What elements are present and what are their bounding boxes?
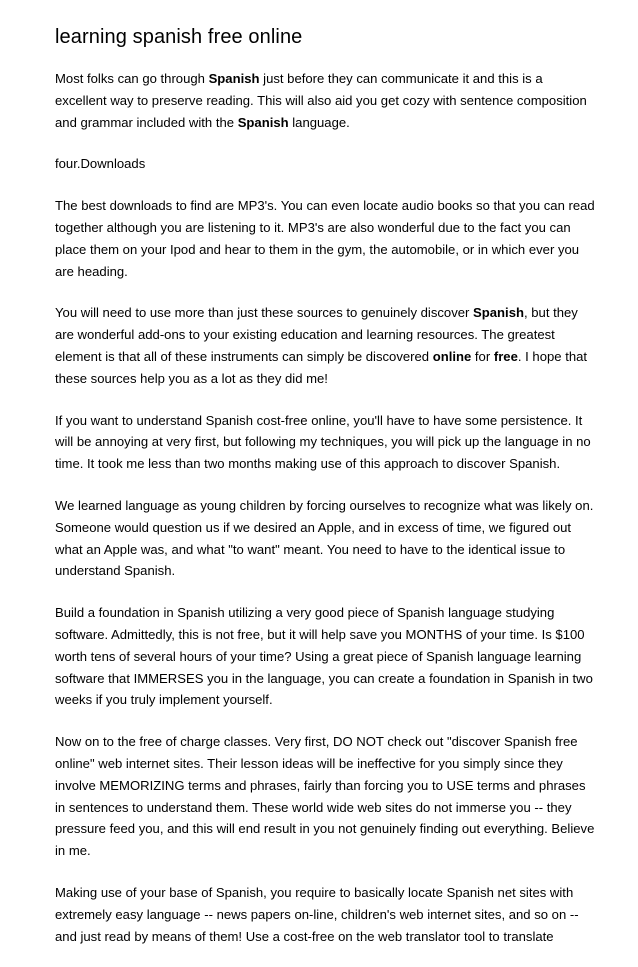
paragraph bbox=[55, 302, 595, 389]
paragraph-text: four.Downloads bbox=[55, 156, 146, 172]
paragraph bbox=[55, 410, 595, 475]
paragraph-text: Most folks can go through bbox=[55, 71, 209, 86]
paragraph-text: If you want to understand Spanish cost-free online, you'll have to have some persistence. It will be annoying at very first, but following my techniques, you will pick up the language in no time. It took me less than two months making use of this approach to discover Spanish. bbox=[55, 412, 591, 472]
section-heading bbox=[55, 153, 595, 175]
bold-keyword: free bbox=[493, 348, 518, 364]
paragraph bbox=[55, 195, 595, 282]
paragraph bbox=[55, 602, 595, 711]
document-page bbox=[55, 24, 595, 967]
paragraph-text: for bbox=[471, 348, 494, 364]
paragraph bbox=[55, 882, 595, 947]
paragraph-text: , but they are wonderful add-ons to your existing education and learning resources. The greatest element is that all of these instruments can simply be discovered bbox=[55, 305, 578, 364]
paragraph-text: You will need to use more than just these sources to genuinely discover bbox=[55, 305, 474, 321]
paragraph bbox=[55, 495, 595, 582]
paragraph-text: just before they can communicate it and this is a excellent way to preserve reading. This will also aid you get cozy with sentence composition and grammar included with the bbox=[55, 71, 587, 130]
paragraph-text: Making use of your base of Spanish, you require to basically locate Spanish net sites with extremely easy language -- news papers on-line, children's web internet sites, and so on -- and just read by means of them! Use a cost-free on the web translator tool to translate bbox=[55, 884, 579, 944]
paragraph-text: . I hope that these sources help you as a lot as they did me! bbox=[55, 348, 588, 386]
paragraph-text: Now on to the free of charge classes. Very first, DO NOT check out "discover Spanish free online" web internet sites. Their lesson ideas will be ineffective for you simply since they involve MEMORIZING terms and phrases, fairly than forcing you to USE terms and phrases in sentences to understand them. These world wide web sites do not immerse you -- they pressure feed you, and this will end result in you not genuinely finding out everything. Believe in me. bbox=[55, 734, 595, 859]
paragraph-text: language. bbox=[288, 114, 350, 130]
paragraph bbox=[55, 68, 595, 133]
paragraph-text: Build a foundation in Spanish utilizing a very good piece of Spanish language studying software. Admittedly, this is not free, but it will help save you MONTHS of your time. Is $100 worth tens of several hours of your time? Using a great piece of Spanish language learning software that IMMERSES you in the language, you can create a foundation in Spanish in two weeks if you truly implement yourself. bbox=[55, 605, 593, 708]
bold-keyword: Spanish bbox=[208, 71, 260, 86]
document-title: learning spanish free online bbox=[55, 26, 303, 48]
paragraph bbox=[55, 731, 595, 862]
bold-keyword: online bbox=[432, 348, 472, 364]
paragraph-text: The best downloads to find are MP3's. You can even locate audio books so that you can read together although you are listening to it. MP3's are also wonderful due to the fact you can place them on your Ipod and hear to them in the gym, the automobile, or in which ever you are heading. bbox=[55, 198, 595, 279]
bold-keyword: Spanish bbox=[237, 114, 289, 130]
bold-keyword: Spanish bbox=[473, 305, 524, 321]
paragraph-text: We learned language as young children by forcing ourselves to recognize what was likely on. Someone would question us if we desired an Apple, and in excess of time, we figured out what an Apple was, and what "to want" meant. You need to have to the identical issue to understand Spanish. bbox=[55, 497, 594, 579]
